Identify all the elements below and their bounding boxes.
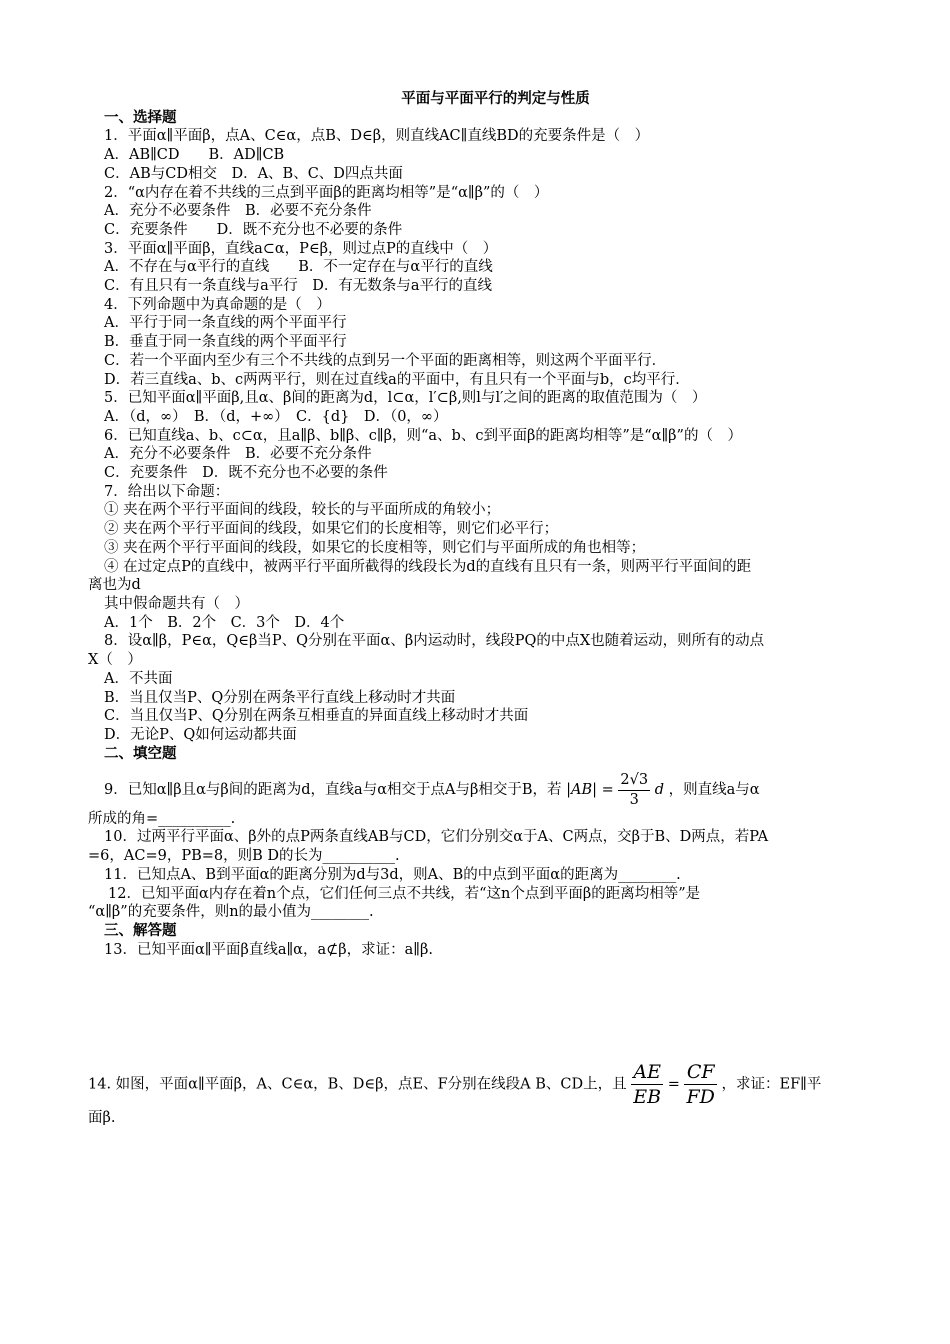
section-answer: 三、解答题: [104, 921, 177, 939]
stem-text: 14. 如图，平面α∥平面β，A、C∈α，B、D∈β，点E、F分别在线段A B、CD上，且: [88, 1076, 627, 1093]
proposition-item: ① 夹在两个平行平面间的线段，较长的与平面所成的角较小；: [104, 502, 501, 519]
equals-sign: =: [601, 782, 614, 799]
option-line: C．充要条件 D．既不充分也不必要的条件: [104, 221, 403, 238]
denominator: EB: [633, 1086, 662, 1109]
stem-text: 9．已知α∥β且α与β间的距离为d，直线a与α相交于点A与β相交于B，若: [104, 782, 562, 799]
option-line: B．当且仅当P、Q分别在两条平行直线上移动时才共面: [104, 689, 456, 706]
answer-space: [88, 959, 863, 1054]
question-2: [88, 184, 863, 240]
question-11: 11．已知点A、B到平面α的距离分别为d与3d，则A、B的中点到平面α的距离为________.: [104, 866, 681, 883]
option-line: A．充分不必要条件 B．必要不充分条件: [104, 203, 372, 220]
abs-ab: |AB|: [566, 782, 598, 799]
question-stem: 10．过两平行平面α、β外的点P两条直线AB与CD，它们分别交α于A、C两点，交β于B、D两点，若PA: [104, 829, 769, 846]
question-stem: 3．平面α∥平面β，直线a⊂α，P∈β，则过点P的直线中（ ）: [104, 240, 498, 257]
question-5: [88, 389, 863, 426]
stem-text: ，求证：EF∥平: [721, 1076, 822, 1093]
option-line: A．不存在与α平行的直线 B．不一定存在与α平行的直线: [104, 259, 493, 276]
question-3: [88, 240, 863, 296]
option-line: A．充分不必要条件 B．必要不充分条件: [104, 446, 372, 463]
question-10: [88, 828, 863, 865]
question-6: [88, 427, 863, 483]
question-stem: 7．给出以下命题：: [104, 483, 230, 500]
fraction-cf-fd: [684, 1060, 716, 1109]
question-14: [88, 1060, 863, 1128]
option-line: A．（d，∞） B．（d，+∞） C．{d} D．（0，∞）: [104, 408, 448, 425]
option-line: B．垂直于同一条直线的两个平面平行: [104, 334, 347, 351]
numerator: AE: [631, 1060, 663, 1085]
option-line: C．充要条件 D．既不充分也不必要的条件: [104, 465, 388, 482]
option-line: D．若三直线a、b、c两两平行，则在过直线a的平面中，有且只有一个平面与b，c均平行．: [104, 371, 690, 388]
numerator: CF: [684, 1060, 716, 1085]
option-line: C．若一个平面内至少有三个不共线的点到另一个平面的距离相等，则这两个平面平行．: [104, 352, 667, 369]
page-title: 平面与平面平行的判定与性质: [401, 90, 590, 107]
section-fill: 二、填空题: [104, 744, 177, 762]
option-line: C．有且只有一条直线与a平行 D．有无数条与a平行的直线: [104, 278, 493, 295]
option-line: A．平行于同一条直线的两个平面平行: [104, 315, 347, 332]
question-continuation: =6，AC=9，PB=8，则B D的长为__________.: [88, 848, 400, 865]
question-stem: [88, 1060, 863, 1109]
fraction: [618, 771, 650, 809]
variable-d: d: [654, 782, 664, 799]
question-continuation: 所成的角=__________.: [88, 810, 236, 827]
question-stem: [88, 771, 863, 809]
question-ask: 其中假命题共有（ ）: [104, 595, 249, 612]
option-line: A．不共面: [104, 670, 173, 687]
question-stem: 8．设α∥β，P∈α，Q∈β当P、Q分别在平面α、β内运动时，线段PQ的中点X也随着运动，则所有的动点: [104, 633, 765, 650]
option-line: C．当且仅当P、Q分别在两条互相垂直的异面直线上移动时才共面: [104, 708, 529, 725]
denominator: 3: [629, 792, 639, 809]
denominator: FD: [686, 1086, 715, 1109]
proposition-item: ② 夹在两个平行平面间的线段，如果它们的长度相等，则它们必平行；: [104, 521, 559, 538]
question-8: [88, 632, 863, 744]
option-line: A．AB∥CD B．AD∥CB: [104, 147, 285, 164]
question-12: [88, 885, 863, 922]
question-stem: 4．下列命题中为真命题的是（ ）: [104, 296, 331, 313]
fraction-ae-eb: [631, 1060, 663, 1109]
question-stem: 1．平面α∥平面β，点A、C∈α，点B、D∈β，则直线AC∥直线BD的充要条件是（ ）: [104, 128, 650, 145]
question-7: [88, 483, 863, 633]
question-continuation: 面β.: [88, 1110, 116, 1127]
proposition-item: ③ 夹在两个平行平面间的线段，如果它的长度相等，则它们与平面所成的角也相等；: [104, 539, 646, 556]
worksheet: [88, 90, 863, 1128]
section-choice: 一、选择题: [104, 108, 177, 126]
question-continuation: X（ ）: [88, 652, 142, 669]
question-stem: 6．已知直线a、b、c⊂α，且a∥β、b∥β、c∥β，则“a、b、c到平面β的距离均相等”是“α∥β”的（ ）: [104, 427, 742, 444]
numerator: 2√3: [618, 771, 650, 791]
option-line: D．无论P、Q如何运动都共面: [104, 726, 297, 743]
option-line: C．AB与CD相交 D．A、B、C、D四点共面: [104, 165, 403, 182]
question-1: [88, 127, 863, 183]
question-stem: 12．已知平面α内存在着n个点，它们任何三点不共线，若“这n个点到平面β的距离均相等”是: [108, 885, 701, 902]
question-4: [88, 296, 863, 390]
equals-sign: =: [667, 1076, 680, 1093]
question-stem: 5．已知平面α∥平面β,且α、β间的距离为d，l⊂α，l′⊂β,则l与l′之间的距离的取值范围为（ ）: [104, 390, 707, 407]
option-line: A．1个 B．2个 C．3个 D．4个: [104, 614, 345, 631]
proposition-continuation: 离也为d: [88, 577, 141, 594]
question-continuation: “α∥β”的充要条件，则n的最小值为________.: [88, 904, 374, 921]
proposition-item: ④ 在过定点P的直线中，被两平行平面所截得的线段长为d的直线有且只有一条，则两平行平面间的距: [104, 558, 752, 575]
question-stem: 2．“α内存在着不共线的三点到平面β的距离均相等”是“α∥β”的（ ）: [104, 184, 549, 201]
question-9: [88, 771, 863, 828]
stem-text: ，则直线a与α: [668, 782, 760, 799]
question-13: 13．已知平面α∥平面β直线a∥α，a⊄β，求证：a∥β.: [104, 941, 433, 958]
